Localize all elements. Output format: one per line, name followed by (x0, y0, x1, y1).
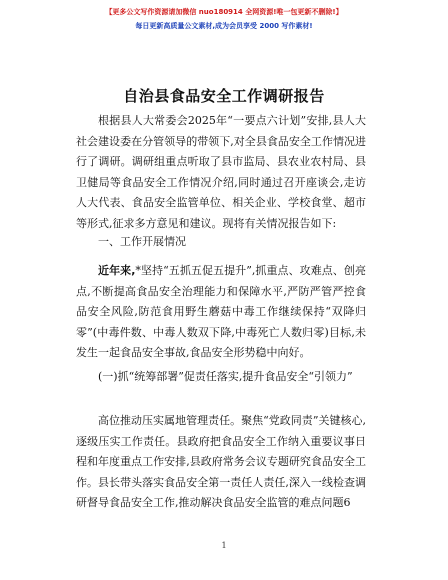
overview-lead: 近年来, (98, 264, 136, 277)
page-number: 1 (221, 541, 227, 550)
section-heading-1: 一、工作开展情况 (98, 235, 186, 248)
promo-banner-line-1: 【更多公文写作资源请加微信 nuo180914 全网资源!唯一包更新不删除!】 (105, 8, 343, 16)
promo-banner-line-2: 每日更新高质量公文素材,成为会员享受 2000 写作素材! (135, 22, 313, 30)
sub-heading-1: (一)抓“统筹部署”促责任落实,提升食品安全“引领力” (98, 370, 353, 383)
intro-paragraph: 根据县人大常委会2025年“一要点六计划”安排,县人大社会建设委在分管领导的带领下,对全县食品安全工作情况进行了调研。调研组重点听取了县市监局、县农业农村局、县卫健局等食品安全工作情况介绍,同时通过召开座谈会,走访人大代表、食品安全监管单位、相关企业、学校食堂、超市等形式,征求多方意见和建议。现将有关情况报告如下: (76, 114, 366, 230)
overview-body: *坚持“五抓五促五提升”,抓重点、攻难点、创亮点,不断提高食品安全治理能力和保障水平,严防严管严控食品安全风险,防范食用野生蘑菇中毒工作继续保持“双降归零”(中毒件数、中毒人数双下降,中毒死亡人数归零)目标,未发生一起食品安全事故,食品安全形势稳中向好。 (76, 264, 366, 359)
document-title: 自治县食品安全工作调研报告 (123, 87, 325, 105)
responsibility-paragraph: 高位推动压实属地管理责任。聚焦“党政同责”关键核心,逐级压实工作责任。县政府把食品安全工作纳入重要议事日程和年度重点工作安排,县政府常务会议专题研究食品安全工作。县长带头落实食品安全第一责任人责任,深入一线检查调研督导食品安全工作,推动解决食品安全监管的难点问题6 (76, 414, 366, 509)
overview-paragraph (76, 261, 366, 364)
